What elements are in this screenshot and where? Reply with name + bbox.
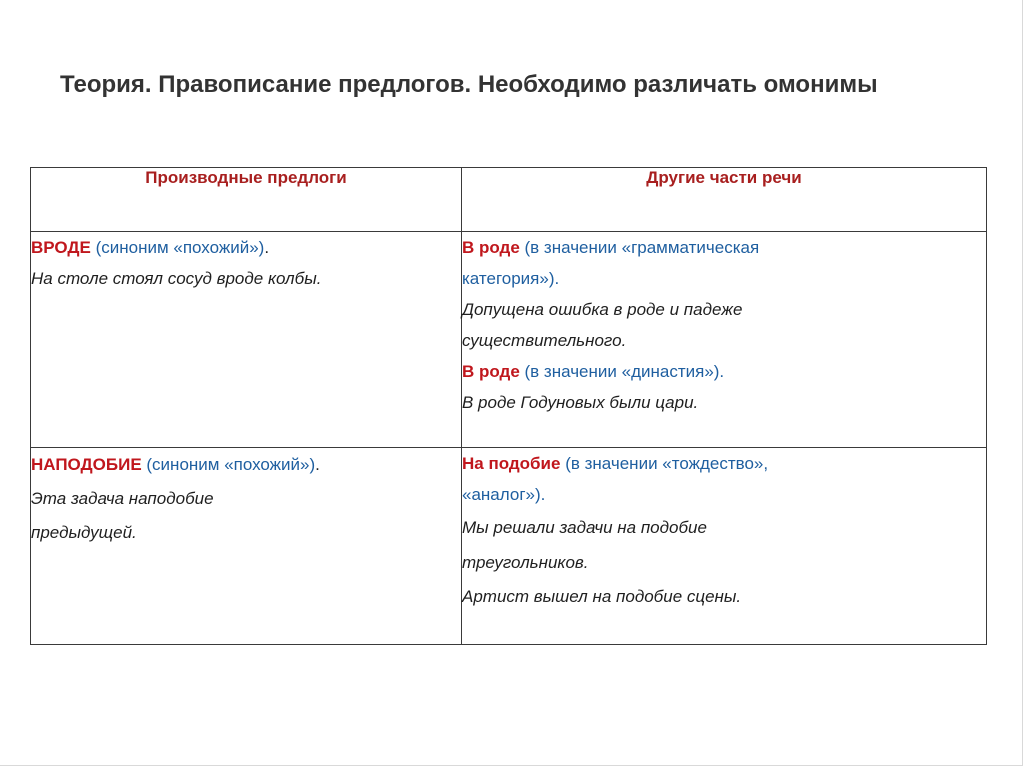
example-sentence: Артист вышел на подобие сцены. — [462, 587, 742, 606]
homonyms-table — [30, 167, 987, 645]
example-sentence: Эта задача наподобие — [31, 489, 214, 508]
cell-vrode — [31, 232, 462, 448]
gloss: (синоним «похожий») — [141, 455, 316, 474]
definition-line — [31, 448, 461, 482]
keyword: На подобие — [462, 454, 561, 473]
example-sentence: В роде Годуновых были цари. — [462, 393, 699, 412]
definition-line — [31, 232, 461, 263]
gloss: (в значении «тождество», — [560, 454, 769, 473]
example-sentence: Мы решали задачи на подобие — [462, 518, 707, 537]
definition-line — [462, 232, 986, 263]
gloss-end: . — [264, 238, 270, 257]
table-row — [31, 232, 987, 448]
example-sentence-continuation: существительного. — [462, 331, 627, 350]
cell-na-podobie — [462, 448, 987, 645]
gloss-continuation: «аналог»). — [462, 485, 546, 504]
definition-line — [462, 356, 986, 387]
keyword: В роде — [462, 238, 520, 257]
example-sentence-continuation: треугольников. — [462, 553, 589, 572]
table-row — [31, 448, 987, 645]
page-title: Теория. Правописание предлогов. Необходимо различать омонимы — [60, 71, 878, 98]
keyword: НАПОДОБИЕ — [31, 455, 142, 474]
keyword: ВРОДЕ — [31, 238, 91, 257]
cell-napodobie — [31, 448, 462, 645]
example-sentence: На столе стоял сосуд вроде колбы. — [31, 269, 322, 288]
gloss-end: . — [315, 455, 320, 474]
gloss-continuation: категория»). — [462, 269, 560, 288]
keyword: В роде — [462, 362, 520, 381]
example-sentence-continuation: предыдущей. — [31, 523, 137, 542]
gloss: (в значении «династия»). — [519, 362, 725, 381]
column-header-other-parts-of-speech: Другие части речи — [462, 168, 987, 232]
definition-line — [462, 448, 986, 479]
gloss: (синоним «похожий») — [90, 238, 265, 257]
column-header-derived-prepositions: Производные предлоги — [31, 168, 462, 232]
example-sentence: Допущена ошибка в роде и падеже — [462, 300, 743, 319]
table-header-row — [31, 168, 987, 232]
cell-v-rode — [462, 232, 987, 448]
gloss: (в значении «грамматическая — [519, 238, 760, 257]
